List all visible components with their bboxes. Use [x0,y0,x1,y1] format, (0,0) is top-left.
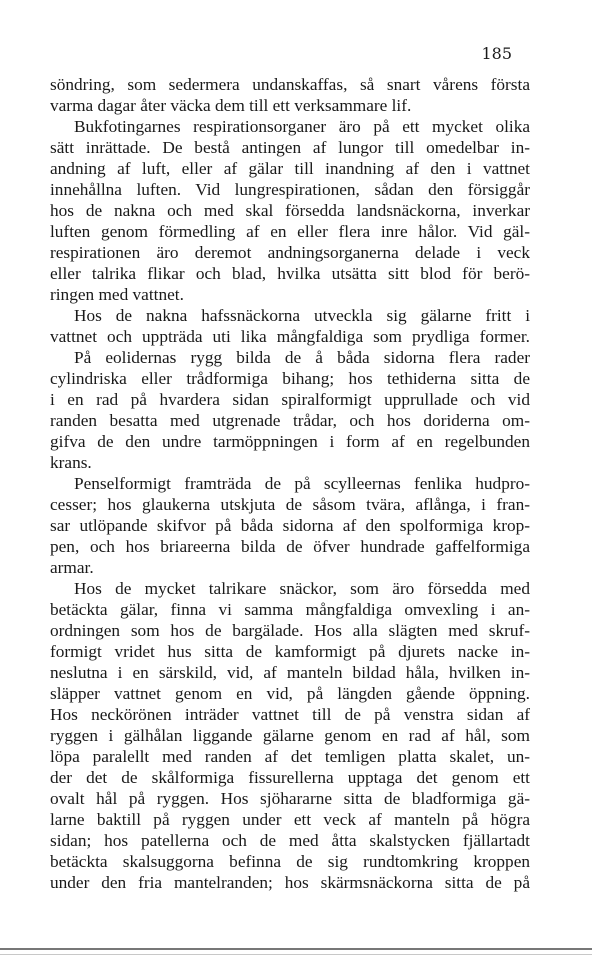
text-line: neslutna i en särskild, vid, af manteln bildad håla, hvilken in- [50,663,530,682]
text-line: hos de nakna och med skal försedda landsnäckorna, inverkar [50,201,530,220]
text-line: varma dagar åter väcka dem till ett verksammare lif. [50,96,412,115]
text-line: vattnet och uppträda uti lika mångfaldiga som prydliga former. [50,327,530,346]
text-line: Hos de mycket talrikare snäckor, som äro försedda med [74,579,530,598]
text-line: larne baktill på ryggen under ett veck af manteln på högra [50,810,530,829]
page-number: 185 [481,44,512,63]
text-line: luften genom förmedling af en eller flera inre hålor. Vid gäl- [50,222,530,241]
text-line: ringen med vattnet. [50,285,184,304]
text-line: Hos neckörönen inträder vattnet till de på venstra sidan af [50,705,530,724]
page-bottom-edge [0,948,592,950]
page-bottom-shadow [0,954,592,955]
text-line: andning af luft, eller af gälar till inandning af den i vattnet [50,159,530,178]
text-line: sätt inrättade. De bestå antingen af lungor till omedelbar in- [50,138,530,157]
text-line: ovalt hål på ryggen. Hos sjöhararne sitta de bladformiga gä- [50,789,530,808]
text-line: i en rad på hvardera sidan spiralformigt upprullade och vid [50,390,530,409]
text-line: krans. [50,453,92,472]
text-line: gifva de den undre tarmöppningen i form af en regelbunden [50,432,530,451]
text-line: cylindriska eller trådformiga bihang; hos tethiderna sitta de [50,369,530,388]
text-line: söndring, som sedermera undanskaffas, så snart vårens första [50,75,530,94]
text-line: betäckta skalsuggorna befinna de sig rundtomkring kroppen [50,852,530,871]
text-line: armar. [50,558,94,577]
text-line: respirationen äro deremot andningsorganerna delade i veck [50,243,530,262]
text-line: randen besatta med utgrenade trådar, och hos doriderna om- [50,411,530,430]
text-line: sidan; hos patellerna och de med åtta skalstycken fjällartadt [50,831,530,850]
text-line: betäckta gälar, finna vi samma mångfaldiga omvexling i an- [50,600,530,619]
text-line: ordningen som hos de bargälade. Hos alla slägten med skruf- [50,621,530,640]
text-line: På eolidernas rygg bilda de å båda sidorna flera rader [74,348,530,367]
text-line: innehållna luften. Vid lungrespirationen, sådan den försiggår [50,180,530,199]
text-line: löpa paralellt med randen af det temligen platta skalet, un- [50,747,530,766]
text-line: ryggen i gälhålan liggande gälarne genom en rad af hål, som [50,726,530,745]
body-text [50,74,530,893]
text-line: under den fria mantelranden; hos skärmsnäckorna sitta de på [50,873,530,892]
text-line: Hos de nakna hafssnäckorna utveckla sig gälarne fritt i [74,306,530,325]
text-line: Bukfotingarnes respirationsorganer äro på ett mycket olika [74,117,530,136]
text-line: sar utlöpande skifvor på båda sidorna af den spolformiga krop- [50,516,530,535]
text-line: formigt vridet hus sitta de kamformigt på djurets nacke in- [50,642,530,661]
text-line: der det de skålformiga fissurellerna upptaga det genom ett [50,768,530,787]
text-line: cesser; hos glaukerna utskjuta de såsom tvära, aflånga, i fran- [50,495,530,514]
text-line: pen, och hos briareerna bilda de öfver hundrade gaffelformiga [50,537,530,556]
text-line: eller talrika flikar och blad, hvilka utsätta sitt blod för berö- [50,264,530,283]
text-line: Penselformigt framträda de på scylleernas fenlika hudpro- [74,474,530,493]
text-line: släpper vattnet genom en vid, på längden gående öppning. [50,684,530,703]
